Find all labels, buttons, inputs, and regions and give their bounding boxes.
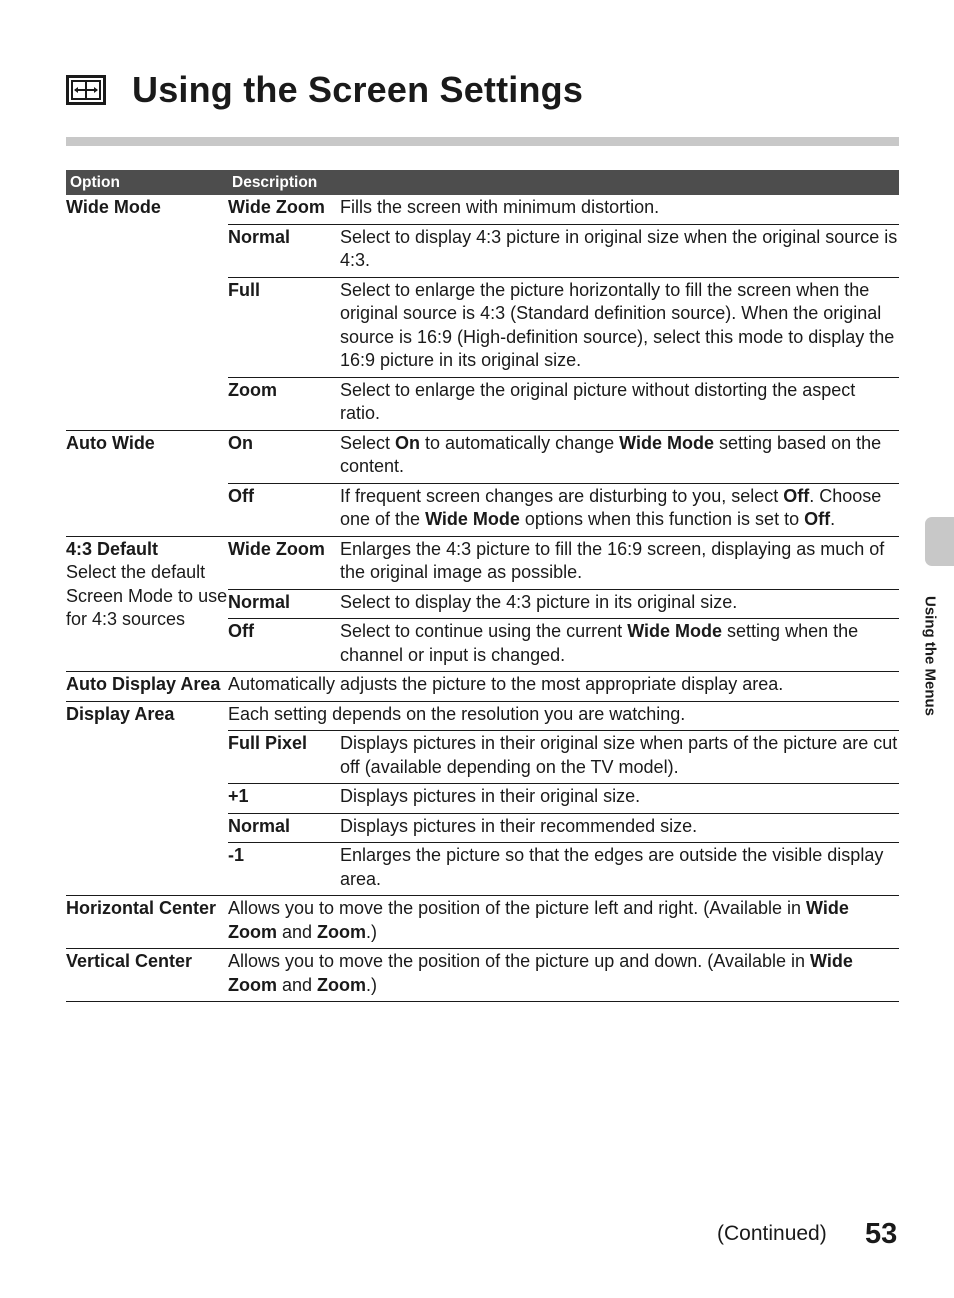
option-4-3-default (66, 536, 228, 672)
desc-emphasis: Wide Zoom (228, 951, 853, 995)
continued-note: (Continued) (717, 1222, 827, 1245)
table-row (66, 430, 899, 483)
table-row (66, 701, 899, 731)
desc-emphasis: Wide Mode (425, 509, 520, 529)
settings-table (66, 170, 899, 1002)
setting-description: Displays pictures in their original size when parts of the picture are cut off (available depending on the TV model). (340, 731, 899, 784)
table-row (66, 896, 899, 949)
section-tab (925, 517, 954, 566)
setting-description: Enlarges the picture so that the edges are outside the visible display area. (340, 843, 899, 896)
option-description (228, 949, 899, 1002)
setting-label: -1 (228, 843, 340, 896)
desc-emphasis: Wide Mode (619, 432, 714, 453)
section-tab-text: Using the Menus (921, 595, 939, 717)
desc-text: Allows you to move the position of the picture up and down. (Available in (228, 951, 811, 971)
desc-emphasis: Off (783, 485, 810, 506)
setting-description (340, 430, 899, 483)
desc-emphasis: Off (804, 509, 831, 529)
setting-label: Wide Zoom (228, 195, 340, 224)
setting-description: Displays pictures in their recommended size. (340, 813, 899, 843)
desc-text: and (277, 974, 318, 995)
setting-description: Select to display 4:3 picture in original size when the original source is 4:3. (340, 224, 899, 277)
setting-label: On (228, 430, 340, 483)
desc-text: setting when the channel or input is changed. (340, 621, 859, 665)
page-header (66, 66, 583, 114)
desc-text: options when this function is set to (519, 509, 805, 529)
setting-label: Normal (228, 589, 340, 619)
option-column-header: Option (66, 170, 228, 195)
desc-emphasis: Zoom (317, 974, 367, 995)
setting-label: Off (228, 483, 340, 536)
section-tab-label (918, 579, 942, 733)
desc-text: Select to continue using the current (340, 621, 628, 641)
desc-text: setting based on the content. (340, 432, 882, 476)
setting-description: Fills the screen with minimum distortion. (340, 195, 899, 224)
option-description: Each setting depends on the resolution you are watching. (228, 701, 899, 731)
table-row (66, 949, 899, 1002)
desc-text: to automatically change (420, 432, 620, 453)
option-sublabel: Select the default Screen Mode to use for 4:3 sources (66, 562, 228, 629)
setting-label: Off (228, 619, 340, 672)
desc-text: Select (340, 432, 396, 453)
desc-text: If frequent screen changes are disturbing to you, select (340, 485, 784, 506)
setting-description: Select to display the 4:3 picture in its original size. (340, 589, 899, 619)
setting-description: Select to enlarge the picture horizontally to fill the screen when the original source is 4:3 (Standard definition source). When the original source is 16:9 (High-definition source), select this mode to display the 16:9 picture in its original size. (340, 277, 899, 377)
table-row (66, 195, 899, 224)
option-horizontal-center: Horizontal Center (66, 896, 228, 949)
desc-emphasis: Wide Mode (627, 621, 723, 641)
option-description (228, 896, 899, 949)
description-column-header: Description (228, 170, 899, 195)
desc-text: .) (366, 921, 378, 942)
desc-text: . Choose one of the (340, 485, 882, 529)
setting-label: +1 (228, 784, 340, 814)
setting-description (340, 619, 899, 672)
setting-description (340, 483, 899, 536)
setting-label: Full (228, 277, 340, 377)
screen-settings-icon (66, 75, 106, 105)
setting-label: Full Pixel (228, 731, 340, 784)
desc-emphasis: Zoom (317, 921, 367, 942)
setting-label: Wide Zoom (228, 536, 340, 589)
page-title: Using the Screen Settings (132, 69, 584, 110)
page-number: 53 (865, 1218, 898, 1250)
setting-label: Normal (228, 224, 340, 277)
desc-emphasis: On (395, 432, 421, 453)
table-row (66, 672, 899, 702)
desc-text: . (830, 509, 836, 529)
option-label: 4:3 Default (66, 538, 159, 559)
table-row (66, 536, 899, 589)
option-description: Automatically adjusts the picture to the most appropriate display area. (228, 672, 899, 702)
setting-label: Normal (228, 813, 340, 843)
desc-text: and (277, 921, 318, 942)
option-auto-display-area: Auto Display Area (66, 672, 228, 702)
desc-text: .) (366, 974, 378, 995)
option-wide-mode: Wide Mode (66, 195, 228, 430)
desc-emphasis: Wide Zoom (228, 898, 849, 942)
setting-description: Select to enlarge the original picture without distorting the aspect ratio. (340, 377, 899, 430)
option-auto-wide: Auto Wide (66, 430, 228, 536)
option-display-area: Display Area (66, 701, 228, 896)
title-divider (66, 137, 899, 146)
table-header-row (66, 170, 899, 195)
option-vertical-center: Vertical Center (66, 949, 228, 1002)
setting-description: Displays pictures in their original size. (340, 784, 899, 814)
setting-description: Enlarges the 4:3 picture to fill the 16:9 screen, displaying as much of the original image as possible. (340, 536, 899, 589)
desc-text: Allows you to move the position of the picture left and right. (Available in (228, 898, 806, 918)
setting-label: Zoom (228, 377, 340, 430)
